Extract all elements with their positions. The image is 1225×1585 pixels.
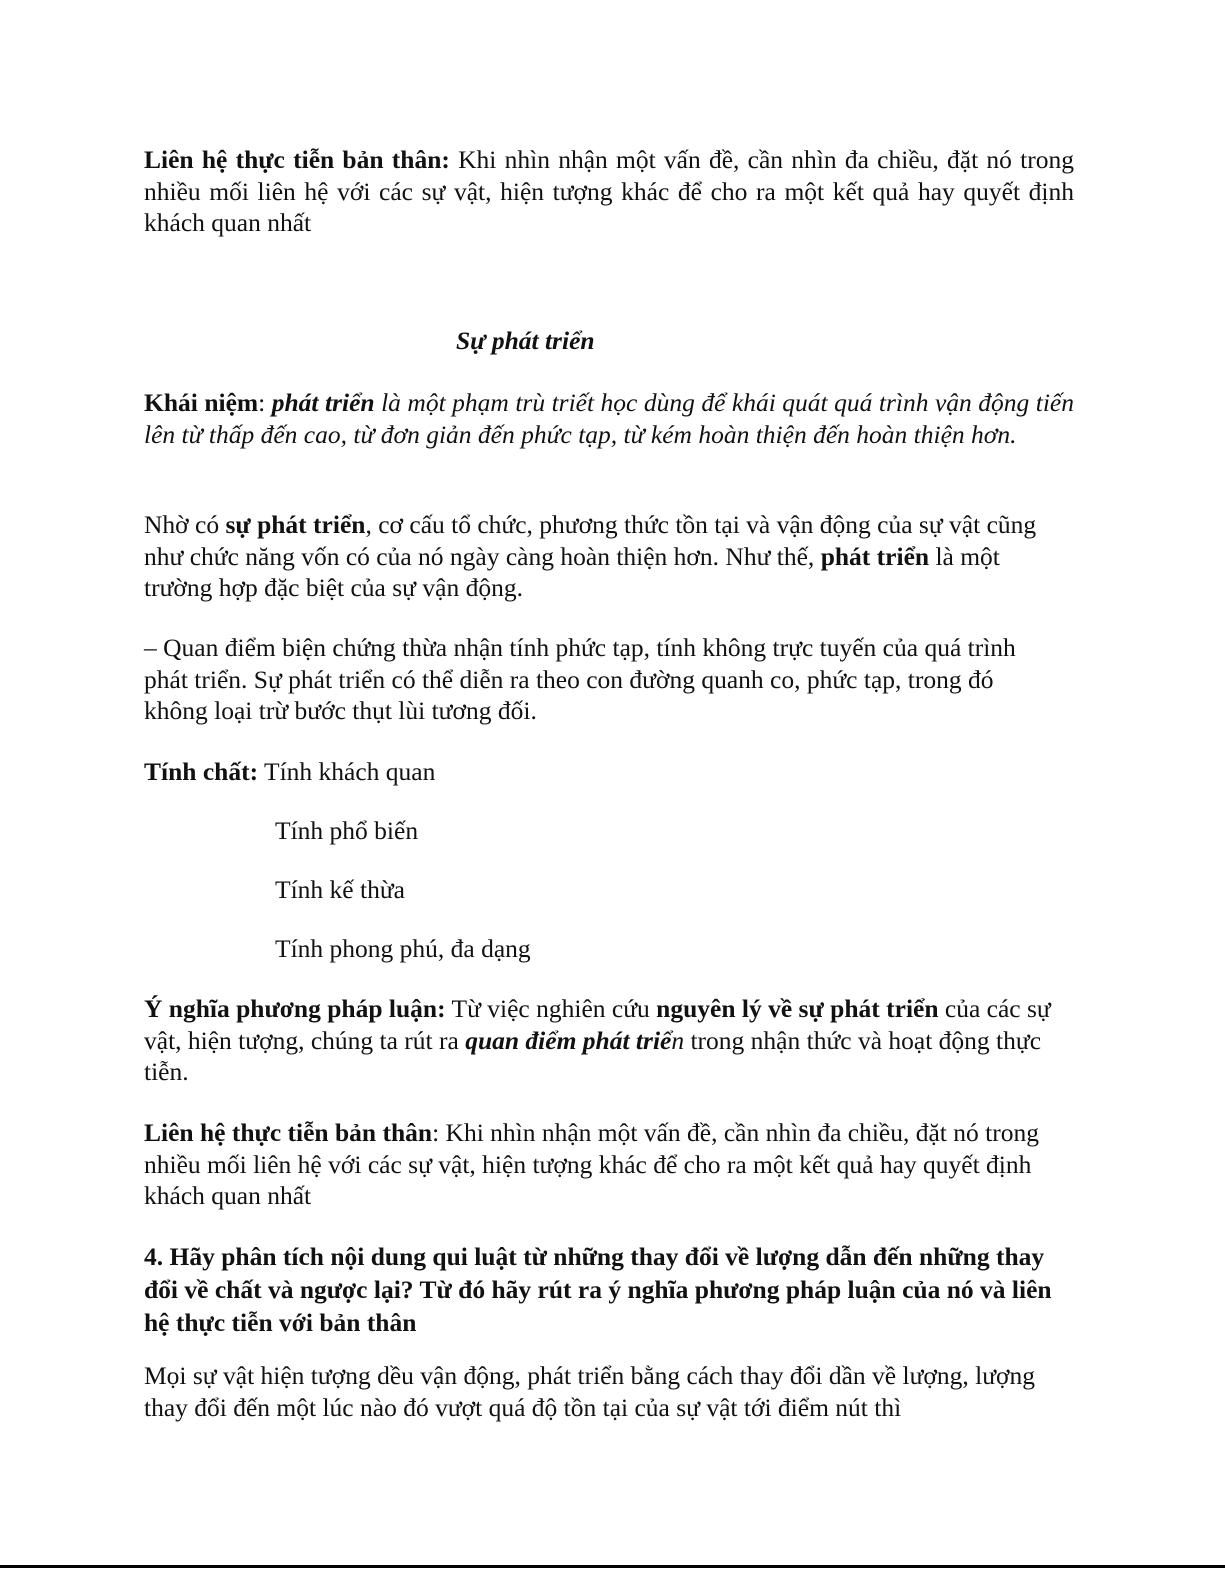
practical-relation-text: Khi nhìn nhận một vấn đề, cần nhìn đa chiều, đặt nó trong nhiều mối liên hệ với các sự vật, hiện tượng khác để cho ra một kết quả hay quyết định khách quan nhất [144, 145, 1074, 237]
methodology-text-2: của các sự vật, hiện tượng, chúng ta rút ra [144, 994, 1051, 1055]
concept-term: phát triển [271, 388, 375, 417]
properties-first-line [144, 756, 1074, 788]
practical-relation-label: Liên hệ thực tiễn bản thân [144, 1118, 433, 1147]
development-paragraph [144, 509, 1059, 604]
concept-label: Khái niệm [144, 388, 259, 417]
methodology-viewpoint-end: n [671, 1025, 685, 1055]
practical-relation-paragraph-1 [144, 144, 1074, 239]
concept-text: là một phạm trù triết học dùng để khái quát quá trình vận động tiến lên từ thấp đến cao, từ đơn giản đến phức tạp, từ kém hoàn thiện đến hoàn thiện hơn. [144, 388, 1074, 449]
property-item: Tính kế thừa [275, 875, 405, 904]
methodology-label: Ý nghĩa phương pháp luận: [144, 994, 446, 1023]
dialectic-paragraph: – Quan điểm biện chứng thừa nhận tính phức tạp, tính không trực tuyến của quá trình phát triển. Sự phát triển có thể diễn ra theo con đường quanh co, phức tạp, trong đó không loại trừ bước thụt lùi tương đối. [144, 633, 1016, 725]
section-title: Sự phát triển [456, 326, 595, 355]
page-bottom-border [0, 1565, 1225, 1568]
concept-paragraph [144, 387, 1074, 450]
methodology-term: nguyên lý về sự phát triển [656, 994, 939, 1023]
concept-colon: : [258, 388, 272, 417]
development-text-1: Nhờ có [144, 510, 226, 539]
methodology-text-1: Từ việc nghiên cứu [445, 994, 657, 1023]
methodology-text-3: trong nhận thức và hoạt động thực tiễn. [144, 1025, 1042, 1086]
property-item: Tính phong phú, đa dạng [275, 934, 531, 963]
question-4-heading: 4. Hãy phân tích nội dung qui luật từ những thay đổi về lượng dẫn đến những thay đổi về chất và ngược lại? Từ đó hãy rút ra ý nghĩa phương pháp luận của nó và liên hệ thực tiễn với bản thân [144, 1242, 1052, 1337]
development-term-1: sự phát triển [225, 510, 366, 539]
development-text-2: , cơ cấu tổ chức, phương thức tồn tại và vận động của sự vật cũng như chức năng vốn có của nó ngày càng hoàn thiện hơn. Như thế, [144, 510, 1037, 571]
development-term-2: phát triển [820, 541, 930, 571]
final-paragraph: Mọi sự vật hiện tượng dều vận động, phát triển bằng cách thay đổi dần về lượng, lượng thay đổi đến một lúc nào đó vượt quá độ tồn tại của sự vật tới điểm nút thì [144, 1361, 1036, 1422]
property-item: Tính khách quan [264, 757, 436, 786]
development-text-3: là một trường hợp đặc biệt của sự vận động. [144, 541, 1000, 602]
practical-relation-label: Liên hệ thực tiễn bản thân: [144, 145, 450, 174]
property-item: Tính phổ biến [275, 816, 419, 845]
practical-relation-text: : Khi nhìn nhận một vấn đề, cần nhìn đa chiều, đặt nó trong nhiều mối liên hệ với các sự vật, hiện tượng khác để cho ra một kết quả hay quyết định khách quan nhất [144, 1118, 1039, 1210]
methodology-viewpoint: quan điểm phát triể [465, 1025, 672, 1055]
methodology-paragraph [144, 993, 1059, 1088]
practical-relation-paragraph-2 [144, 1117, 1054, 1212]
properties-label: Tính chất: [144, 757, 259, 786]
